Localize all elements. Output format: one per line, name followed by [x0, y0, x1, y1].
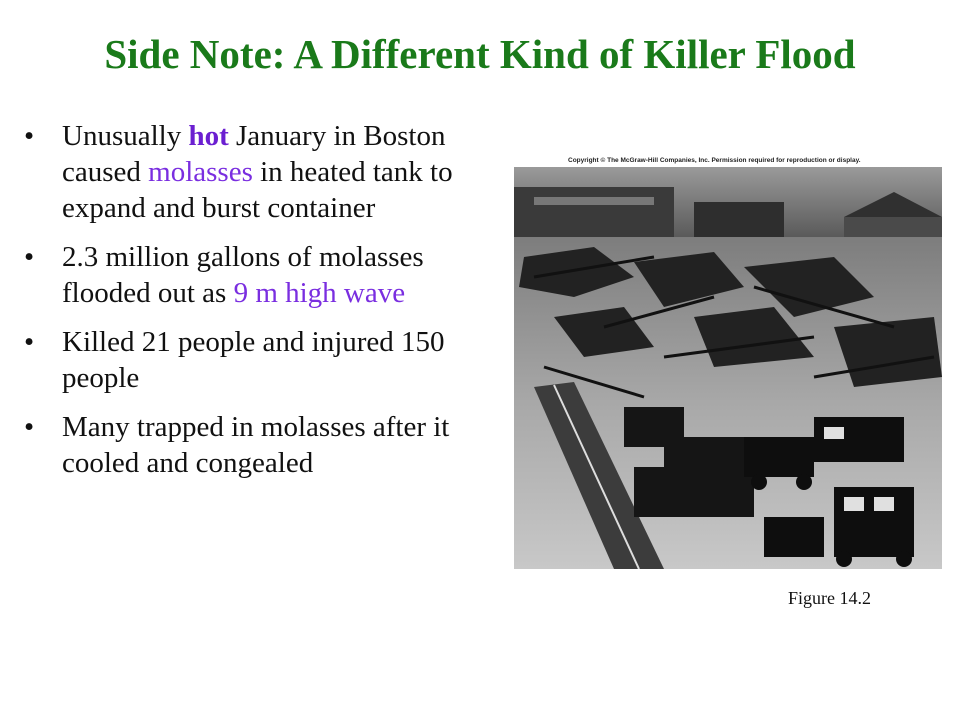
figure-caption: Figure 14.2: [788, 588, 871, 608]
bullet-item: [24, 409, 494, 481]
highlight-wave: 9 m high wave: [233, 277, 406, 309]
copyright-notice: Copyright © The McGraw-Hill Companies, Inc. Permission required for reproduction or display.: [568, 157, 861, 164]
bullet-text-segment: in heated tank to expand and burst container: [62, 156, 453, 224]
flood-aftermath-photo: [514, 167, 942, 569]
bullet-item: [24, 118, 494, 226]
bullet-marker: •: [24, 120, 35, 152]
figure-container: [514, 157, 942, 569]
bullet-text-segment: Unusually: [62, 120, 189, 152]
bullet-item: [24, 239, 494, 311]
bullet-text-segment: Many trapped in molasses after it cooled and congealed: [62, 411, 450, 479]
bullet-text-segment: Killed 21 people and injured 150 people: [62, 326, 445, 394]
bullet-list: [24, 118, 494, 494]
bullet-item: [24, 324, 494, 396]
bullet-marker: •: [24, 411, 35, 443]
bullet-marker: •: [24, 326, 35, 358]
highlight-hot: hot: [188, 120, 229, 152]
highlight-molasses: molasses: [148, 156, 253, 188]
slide-title: Side Note: A Different Kind of Killer Flood: [104, 31, 856, 77]
bullet-text-segment: 2.3 million gallons of molasses flooded out as: [62, 241, 424, 309]
bullet-marker: •: [24, 241, 35, 273]
bullet-text-segment: January in Boston caused: [62, 120, 446, 188]
